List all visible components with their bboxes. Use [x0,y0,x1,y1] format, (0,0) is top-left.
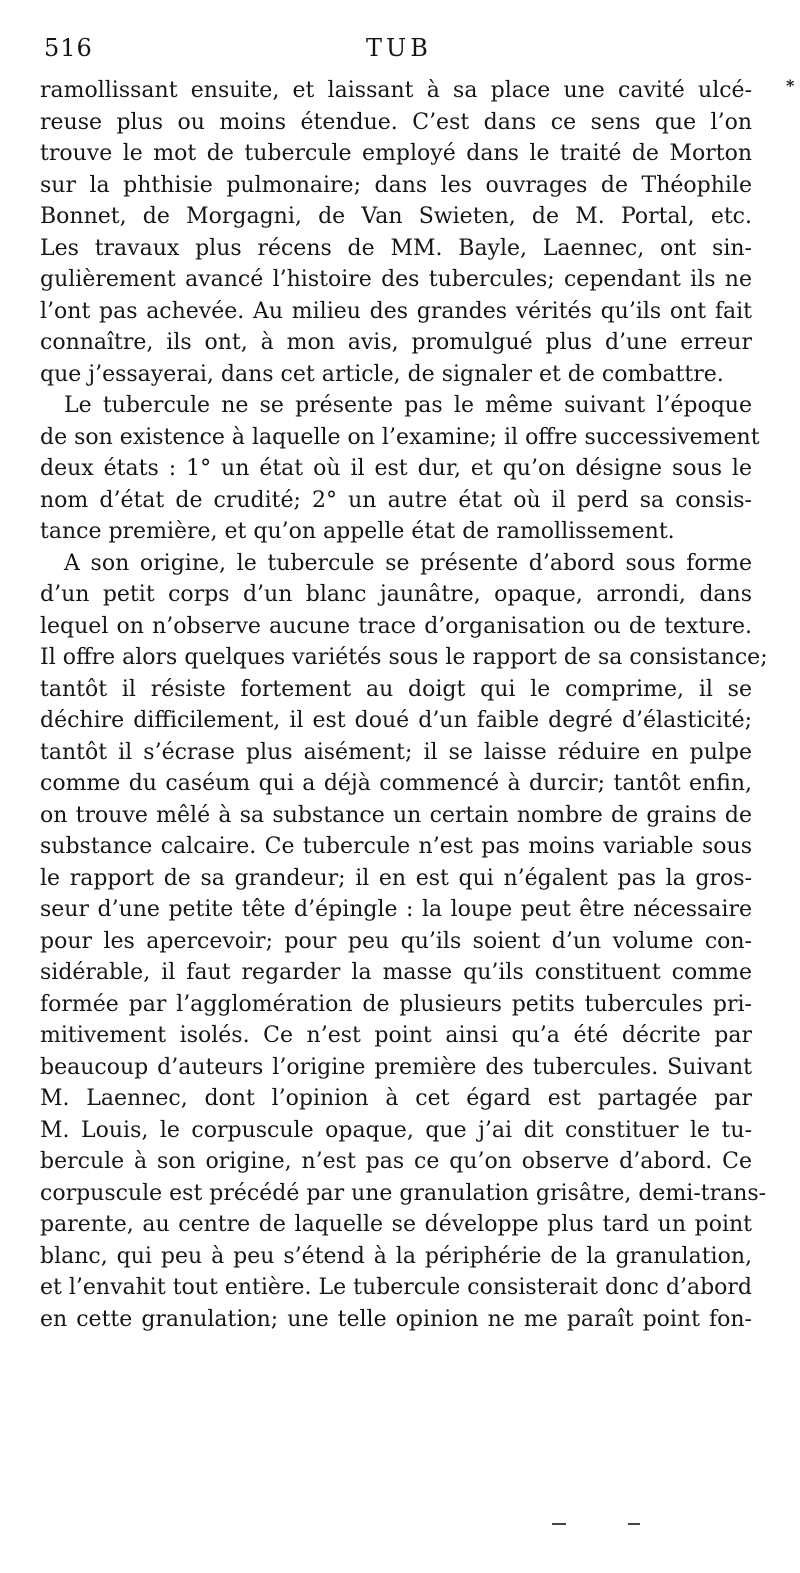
text-line: Il offre alors quelques variétés sous le rapport de sa consistance; [40,645,768,670]
text-line: tantôt il résiste fortement au doigt qui le comprime, il se [40,676,752,702]
text-line: Bonnet, de Morgagni, de Van Swieten, de M. Portal, etc. [40,204,752,229]
text-line: l’ont pas achevée. Au milieu des grandes vérités qu’ils ont fait [40,298,752,324]
text-line: que j’essayerai, dans cet article, de signaler et de combattre. [40,361,724,387]
text-line: gulièrement avancé l’histoire des tubercules; cependant ils ne [40,267,752,292]
text-line: lequel on n’observe aucune trace d’organisation ou de texture. [40,613,752,639]
page-header [44,34,750,64]
text-line: bercule à son origine, n’est pas ce qu’on observe d’abord. Ce [40,1149,752,1174]
text-line: sidérable, il faut regarder la masse qu’ils constituent comme [40,960,752,985]
footer-marks [552,1523,642,1529]
footer-dash [628,1523,640,1525]
margin-mark: * [786,76,795,95]
text-line: tance première, et qu’on appelle état de ramollissement. [40,519,675,544]
text-line: Les travaux plus récens de MM. Bayle, Laennec, ont sin- [40,235,752,261]
text-line: trouve le mot de tubercule employé dans le traité de Morton [40,141,752,166]
text-line: le rapport de sa grandeur; il en est qui n’égalent pas la gros- [40,865,752,891]
text-line: déchire difficilement, il est doué d’un faible degré d’élasticité; [40,708,752,733]
running-head: TUB [366,34,432,62]
text-line: de son existence à laquelle on l’examine; il offre successivement [40,424,760,450]
text-line: parente, au centre de laquelle se développe plus tard un point [40,1212,752,1237]
text-line: tantôt il s’écrase plus aisément; il se laisse réduire en pulpe [40,739,752,765]
text-line: pour les apercevoir; pour peu qu’ils soient d’un volume con- [40,928,752,954]
text-line: reuse plus ou moins étendue. C’est dans ce sens que l’on [40,109,752,135]
paragraph [40,390,760,548]
text-line: corpuscule est précédé par une granulation grisâtre, demi-trans- [40,1180,767,1206]
text-line: nom d’état de crudité; 2° un autre état où il perd sa consis- [40,487,752,513]
text-line: formée par l’agglomération de plusieurs petits tubercules pri- [40,991,752,1017]
paragraph [40,75,752,390]
text-line: ramollissant ensuite, et laissant à sa place une cavité ulcé- [40,78,752,103]
text-line: d’un petit corps d’un blanc jaunâtre, opaque, arrondi, dans [40,582,752,607]
text-line: connaître, ils ont, à mon avis, promulgué plus d’une erreur [40,330,752,355]
text-line: A son origine, le tubercule se présente d’abord sous forme [64,550,752,576]
text-line: M. Laennec, dont l’opinion à cet égard est partagée par [40,1086,752,1111]
text-line: beaucoup d’auteurs l’origine première des tubercules. Suivant [40,1054,752,1080]
text-line: on trouve mêlé à sa substance un certain nombre de grains de [40,802,752,828]
text-line: deux états : 1° un état où il est dur, et qu’on désigne sous le [40,456,752,481]
page-number: 516 [44,34,93,62]
body-text [40,75,768,1335]
text-line: Le tubercule ne se présente pas le même suivant l’époque [64,393,752,418]
text-line: et l’envahit tout entière. Le tubercule consisterait donc d’abord [40,1275,752,1300]
text-line: blanc, qui peu à peu s’étend à la périphérie de la granulation, [40,1243,752,1269]
text-line: sur la phthisie pulmonaire; dans les ouvrages de Théophile [40,172,752,198]
text-line: substance calcaire. Ce tubercule n’est pas moins variable sous [40,834,752,859]
text-line: mitivement isolés. Ce n’est point ainsi qu’a été décrite par [40,1023,752,1048]
paragraph [40,548,768,1336]
text-line: en cette granulation; une telle opinion ne me paraît point fon- [40,1306,752,1332]
footer-dash [552,1523,566,1525]
text-line: comme du caséum qui a déjà commencé à durcir; tantôt enfin, [40,771,752,796]
text-line: seur d’une petite tête d’épingle : la loupe peut être nécessaire [40,897,752,922]
text-line: M. Louis, le corpuscule opaque, que j’ai dit constituer le tu- [40,1117,752,1143]
